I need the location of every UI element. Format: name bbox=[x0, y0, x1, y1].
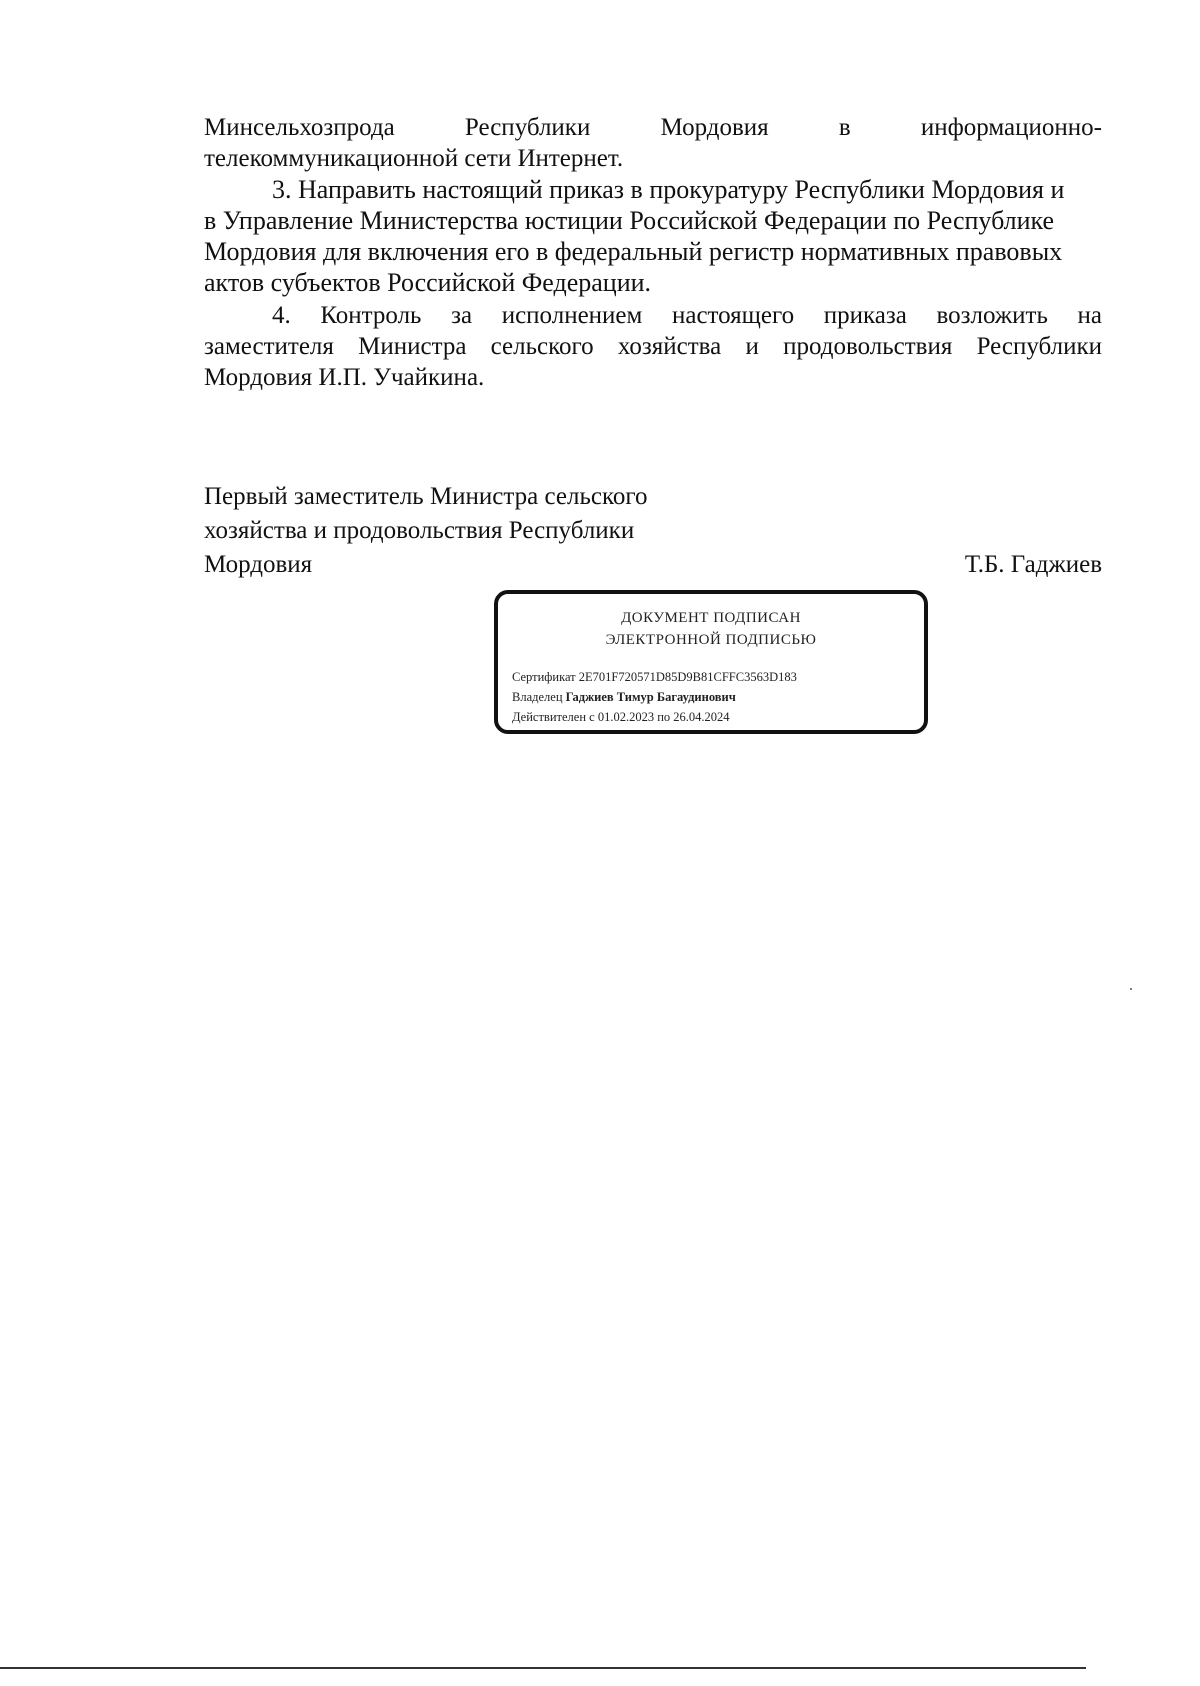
signatory-position-line-2: хозяйства и продовольствия Республики bbox=[204, 517, 635, 544]
paragraph-2-line-2: телекоммуникационной сети Интернет. bbox=[204, 145, 624, 172]
stamp-certificate-row bbox=[512, 670, 797, 685]
paragraph-3-line-1: 3. Направить настоящий приказ в прокуратуру Республики Мордовия и bbox=[272, 175, 1065, 204]
p4-l2-word-4: хозяйства bbox=[617, 333, 722, 360]
p4-l2-word-2: Министра bbox=[358, 333, 467, 360]
p4-word-4: исполнением bbox=[501, 302, 643, 329]
stamp-owner-value: Гаджиев Тимур Багаудинович bbox=[565, 690, 736, 704]
p2-word-4: в bbox=[838, 114, 851, 141]
p4-l2-word-5: и bbox=[745, 333, 759, 360]
p4-word-5: настоящего bbox=[671, 302, 795, 329]
p4-word-3: за bbox=[451, 302, 473, 329]
p4-l2-word-6: продовольствия bbox=[783, 333, 953, 360]
paragraph-4-line-2 bbox=[204, 331, 1102, 362]
p2-word-3: Мордовия bbox=[660, 114, 769, 141]
p4-l2-word-7: Республики bbox=[976, 333, 1102, 360]
p4-word-2: Контроль bbox=[320, 302, 422, 329]
scan-speck bbox=[1130, 988, 1132, 990]
stamp-owner-row bbox=[512, 690, 736, 705]
stamp-certificate-label: Сертификат bbox=[512, 670, 576, 684]
p2-word-2: Республики bbox=[464, 114, 591, 141]
p2-word-5: информационно- bbox=[920, 114, 1102, 141]
signatory-position-line-3: Мордовия bbox=[204, 551, 313, 578]
paragraph-4-line-3: Мордовия И.П. Учайкина. bbox=[204, 364, 485, 391]
stamp-valid-from: 01.02.2023 bbox=[597, 710, 655, 724]
paragraph-2-line-1 bbox=[204, 112, 1102, 143]
paragraph-3 bbox=[204, 174, 1102, 298]
p2-word-1: Минсельхозпрода bbox=[204, 114, 395, 141]
signatory-position-line-1: Первый заместитель Министра сельского bbox=[204, 483, 648, 510]
paragraph-3-line-4: актов субъектов Российской Федерации. bbox=[204, 268, 652, 297]
p4-word-6: приказа bbox=[823, 302, 907, 329]
stamp-certificate-value: 2E701F720571D85D9B81CFFC3563D183 bbox=[578, 670, 797, 684]
paragraph-3-line-2: в Управление Министерства юстиции Российской Федерации по Республике bbox=[204, 206, 1055, 235]
paragraph-4 bbox=[204, 300, 1102, 393]
p4-l2-word-1: заместителя bbox=[204, 333, 334, 360]
stamp-title-line-1: ДОКУМЕНТ ПОДПИСАН bbox=[621, 610, 801, 626]
stamp-validity-row bbox=[512, 710, 730, 725]
p4-word-8: на bbox=[1077, 302, 1102, 329]
stamp-owner-label: Владелец bbox=[512, 690, 563, 704]
paragraph-4-line-1 bbox=[204, 300, 1102, 331]
signature-block bbox=[204, 480, 1102, 582]
stamp-valid-from-word: с bbox=[589, 710, 595, 724]
stamp-valid-label: Действителен bbox=[512, 710, 587, 724]
stamp-valid-to-word: по bbox=[657, 710, 671, 724]
electronic-signature-stamp bbox=[494, 590, 928, 734]
stamp-title-line-2: ЭЛЕКТРОННОЙ ПОДПИСЬЮ bbox=[605, 632, 817, 648]
p4-word-7: возложить bbox=[936, 302, 1048, 329]
p4-l2-word-3: сельского bbox=[490, 333, 594, 360]
p4-word-1: 4. bbox=[272, 302, 291, 329]
paragraph-2-tail bbox=[204, 112, 1102, 174]
stamp-valid-to: 26.04.2024 bbox=[673, 710, 730, 724]
paragraph-3-line-3: Мордовия для включения его в федеральный регистр нормативных правовых bbox=[204, 237, 1063, 266]
signatory-name: Т.Б. Гаджиев bbox=[964, 551, 1102, 578]
bottom-rule-divider bbox=[0, 1667, 1086, 1669]
